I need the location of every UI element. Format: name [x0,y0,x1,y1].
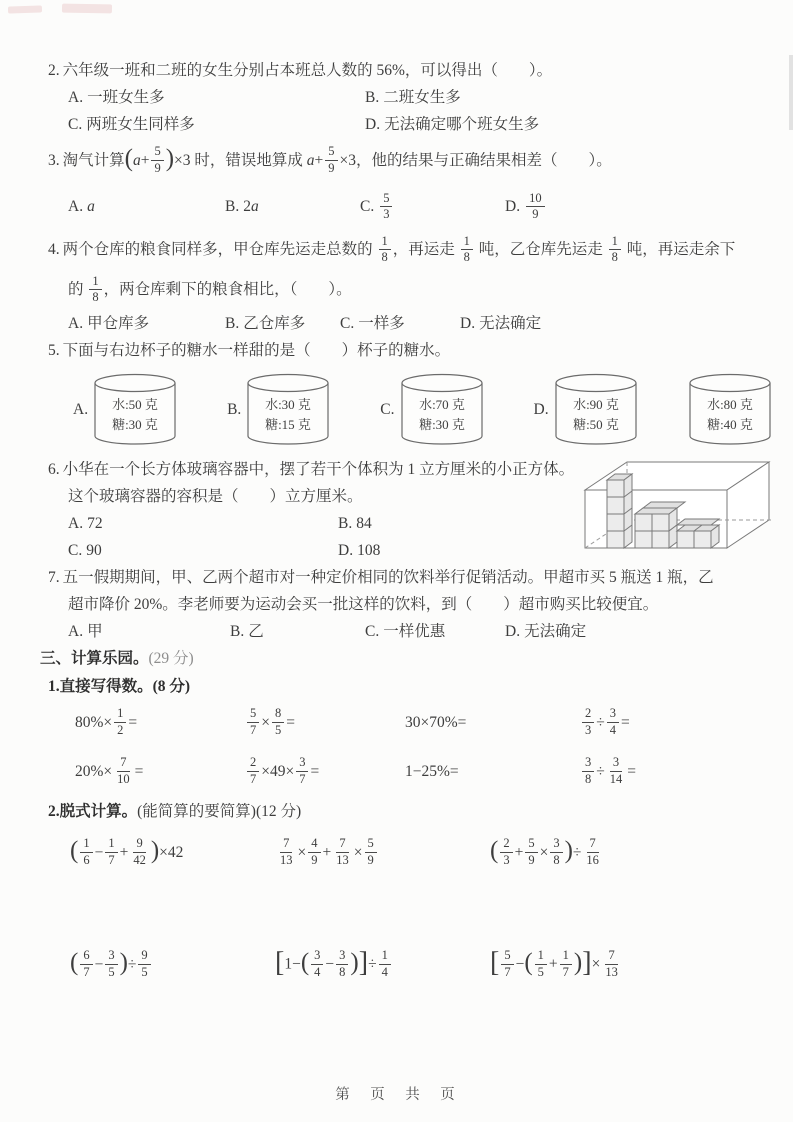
option-d: D. 无法确定哪个班女生多 [365,116,540,133]
question-number: 5. [48,342,60,360]
question-number: 4. [48,241,60,259]
question-6 [48,456,765,564]
question-5-cups-row [73,372,765,448]
section-points: (29 分) [148,650,194,668]
expression: $\frac{2}{3}$ ÷ $\frac{3}{4}$ = [580,708,630,739]
cup-water-label: 水:50 克 [112,397,159,413]
option-b: B. 二班女生多 [365,89,461,106]
expression: $\frac{5}{7}$ × $\frac{8}{5}$ = [245,708,405,739]
cylinder-cup-figure [554,372,638,448]
cup-water-label: 水:90 克 [572,397,619,413]
stepcalc-row-1 [48,825,765,881]
cylinder-cup-figure [688,372,772,448]
question-6-stem-line-1: 6. 小华在一个长方体玻璃容器中，摆了若干个体积为 1 立方厘米的小正方体。 [48,461,575,479]
cup-sugar-label: 糖:30 克 [112,417,159,433]
option-d: D. 无法确定 [505,623,587,641]
cup-option-a: A. 水:50 克 糖:30 克 [73,372,177,448]
expression: 20%× $\frac{7}{10}$ = [75,755,144,786]
question-4-options-row [48,310,765,337]
option-d: D. 108 [338,542,381,560]
question-2-options-row-1 [48,84,765,111]
expression: ( $\frac{6}{7}$ − $\frac{3}{5}$ )÷ $\frac{9}{5}$ [70,950,275,981]
option-c: C. 一样优惠 [365,623,446,641]
expression: ( $\frac{1}{6}$ − $\frac{1}{7}$ + $\frac{9}{42}$ )×42 [70,836,184,867]
scan-artifact [789,55,793,130]
cup-sugar-label: 糖:30 克 [418,417,465,433]
expression: $\frac{3}{8}$ ÷ $\frac{3}{14}$ = [580,757,636,788]
question-4-stem-line-1: 4. 两个仓库的粮食同样多，甲仓库先运走总数的 $\frac{1}{8}$ ，再运走 $\frac{1}{8}$ 吨，乙仓库先运走 $\frac{1}{8}$ 吨，再运走余下 [48,233,736,265]
option-b: B. 84 [338,515,372,533]
question-7 [48,564,765,645]
option-d: D. $\frac{10}{9}$ [505,184,547,230]
option-a: A. 甲仓库多 [68,315,150,333]
question-7-stem-line-1: 7. 五一假期期间，甲、乙两个超市对一种定价相同的饮料举行促销活动。甲超市买 5 瓶送 1 瓶，乙 [48,569,714,587]
cubes-in-container-figure [577,452,775,554]
cup-sugar-label: 糖:15 克 [265,417,312,433]
question-number: 3. [48,152,60,169]
option-b: B. 乙仓库多 [225,315,306,333]
cup-reference [688,372,772,448]
expression: 30×70%= [405,714,467,732]
question-2-stem: 2. 六年级一班和二班的女生分别占本班总人数的 56%，可以得出（ ）。 [48,62,553,79]
cup-sugar-label: 糖:50 克 [572,417,619,433]
stepcalc-row-2 [48,937,765,993]
cup-option-c: C. 水:70 克 糖:30 克 [380,372,483,448]
footer-page-label: 第 页 共 页 [335,1087,458,1103]
question-5-stem: 5. 下面与右边杯子的糖水一样甜的是（ ）杯子的糖水。 [48,342,451,360]
cylinder-cup-figure [93,372,177,448]
question-2-options-row-2 [48,111,765,138]
cup-sugar-label: 糖:40 克 [706,417,753,433]
question-5 [48,337,765,448]
option-c: C. $\frac{5}{3}$ [360,184,505,230]
question-4 [48,230,765,337]
question-number: 7. [48,569,60,587]
expression: 1−25%= [405,763,459,781]
question-3-options-row [48,184,765,230]
section-3-heading: 三、计算乐园。(29 分) [40,650,194,668]
cup-water-label: 水:80 克 [706,397,753,413]
expression: $\frac{2}{7}$ ×49× $\frac{3}{7}$ = [245,757,405,788]
question-4-stem-line-2: 的 $\frac{1}{8}$ ，两仓库剩下的粮食相比，（ ）。 [68,273,352,305]
question-3 [48,138,765,230]
question-7-stem-line-2: 超市降价 20%。李老师要为运动会买一批这样的饮料，到（ ）超市购买比较便宜。 [68,596,659,614]
expression: [1−( $\frac{3}{4}$ − $\frac{3}{8}$ )]÷ $\frac{1}{4}$ [275,949,490,981]
question-number: 2. [48,62,60,79]
red-grading-mark [62,4,112,14]
question-2 [48,57,765,138]
option-a: A. 一班女生多 [68,89,165,106]
cup-water-label: 水:30 克 [265,397,312,413]
cylinder-cup-figure [246,372,330,448]
expression: 80%× $\frac{1}{2}$ = [75,706,138,737]
red-grading-mark [8,5,42,13]
subsection-1-heading: 1.直接写得数。(8 分) [48,678,191,696]
subsection-2-heading: 2.脱式计算。(能简算的要简算)(12 分) [48,803,302,821]
option-a: A. 甲 [68,623,103,641]
option-d: D. 无法确定 [460,315,542,333]
option-c: C. 两班女生同样多 [68,116,195,133]
expression: ( $\frac{2}{3}$ + $\frac{5}{9}$ × $\frac{3}{8}$ )÷ $\frac{7}{16}$ [490,836,599,867]
cup-water-label: 水:70 克 [418,397,465,413]
question-6-options-row-2 [48,537,608,564]
option-c: C. 一样多 [340,315,405,333]
question-number: 6. [48,461,60,479]
question-7-options-row [48,618,765,645]
direct-calc-row-2 [48,749,765,795]
question-6-options-row-1 [48,510,608,537]
option-b: B. 2a [225,198,259,216]
option-a: A. 72 [68,515,103,533]
cylinder-cup-figure [400,372,484,448]
question-6-stem-line-2: 这个玻璃容器的容积是（ ）立方厘米。 [68,488,363,506]
option-a: A. a [68,198,95,216]
question-3-expression: 淘气计算(a+ $\frac{5}{9}$ )×3 时，错误地算成 a+ $\frac{5}{9}$ ×3，他的结果与正确结果相差（ ）。 [62,144,612,175]
direct-calc-row-1 [48,700,765,746]
question-3-stem [48,138,765,184]
option-c: C. 90 [68,542,102,560]
expression: $\frac{7}{13}$ × $\frac{4}{9}$ + $\frac{7}{13}$ × $\frac{5}{9}$ [275,838,490,869]
cup-option-b: B. 水:30 克 糖:15 克 [227,372,330,448]
expression: [ $\frac{5}{7}$ −( $\frac{1}{5}$ + $\frac{1}{7}$ )]× $\frac{7}{13}$ [490,947,618,979]
cup-option-d: D. 水:90 克 糖:50 克 [534,372,638,448]
option-b: B. 乙 [230,623,264,641]
